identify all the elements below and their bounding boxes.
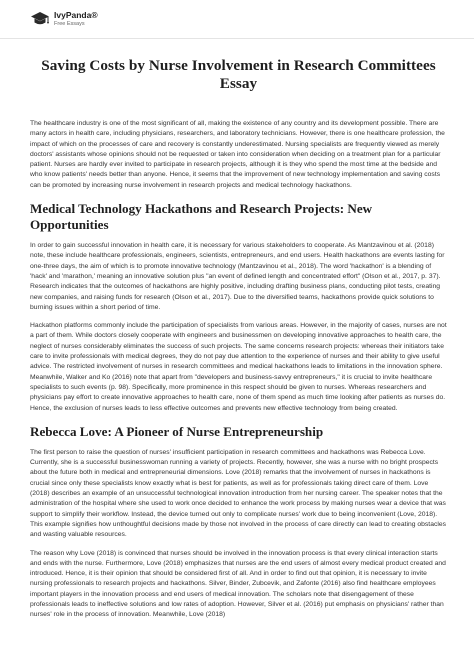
brand-tagline: Free Essays: [54, 20, 85, 27]
essay-title: Saving Costs by Nurse Involvement in Research Committees Essay: [41, 57, 436, 92]
essay-body: [0, 57, 474, 621]
brand-text: [54, 11, 98, 27]
section-heading-rebecca-love: Rebecca Love: A Pioneer of Nurse Entrepreneurship: [30, 423, 324, 439]
section-heading-hackathons: Medical Technology Hackathons and Research Projects: New Opportunities: [30, 201, 373, 233]
section1-paragraph-1: In order to gain successful innovation in health care, it is necessary for various stakeholders to cooperate. As Mantzavinou et al. (2018) note, these include healthcare professionals, engineers, scientists, entrepreneurs, and end users. Health hackathons are events lasting for one-three days, the aim of which is to promote innovative technology (Mantzavinou et al., 2018). The word 'hackathon' is a blending of 'hack' and 'marathon,' meaning an innovative solution plus "an event of defined length and concentrated effort" (Olson et al., 2017, p. 37). Research indicates that the outcomes of hackathons are highly positive, including drafting business plans, conducting pilot tests, creating new companies, and raising funds for research (Olson et al., 2017). Due to the diversified teams, hackathons provide quick solutions to burning issues within a short period of time.: [30, 242, 445, 311]
section2-paragraph-2: The reason why Love (2018) is convinced that nurses should be involved in the innovation process is that every clinical interaction starts and ends with the nurse. Furthermore, Love (2018) emphasizes that nurses are the end users of almost every medical product created and introduced. Hence, it is their opinion that should be considered first of all. And in order to find out that opinion, it is necessary to invite nursing professionals to research projects and hackathons. Silver, Binder, Zubcevik, and Zafonte (2016) also find healthcare employees important players in the innovation process and end users of medical innovation. The scholars note that disengagement of these professionals leads to ineffective solutions and low rates of adoption. However, Silver et al. (2016) put emphasis on physicians' rather than nurses' role in the process of innovation. Meanwhile, Love (2018): [30, 549, 446, 619]
brand-logo[interactable]: [30, 10, 98, 28]
intro-paragraph: The healthcare industry is one of the most significant of all, making the existence of any country and its development possible. There are many actors in health care, including physicians, researchers, and laboratory technicians. However, there is one healthcare profession, the impact of which on the processes of care and recovery is constantly underestimated. Nursing specialists are frequently viewed as merely doctors' assistants whose opinions should not be requested or taken into consideration when deciding on a treatment plan for a particular patient. Nurses are hardly ever invited to participate in research projects, although it is they who spend the most time at the bedside and who know patients' needs better than anyone. Hence, it seems that the improvement of new technology implementation and saving costs can be promoted by increasing nurse involvement in research projects and medical technology hackathons.: [30, 120, 445, 189]
graduation-cap-icon: [30, 10, 50, 28]
site-header: [0, 0, 474, 39]
section1-paragraph-2: Hackathon platforms commonly include the participation of specialists from various areas. However, in the majority of cases, nurses are not a part of them. While doctors closely cooperate with engineers and businessmen on developing innovative approaches to health care, the neglect of nurses considerably eliminates the success of such projects. The same concerns research projects: whereas their initiators take care to invite professionals with medical degrees, they do not pay due attention to the experience of nurses and their ability to give useful advice. The restricted involvement of nurses in research committees and medical hackathons leads to limitations in the innovation sphere. Meanwhile, Walker and Ko (2016) note that apart from "developers and business-savvy entrepreneurs," it is crucial to invite healthcare specialists to such events (p. 98). Specifically, more prominence in this respect should be given to nurses. Whereas researchers and physicians pay effort to create innovative approaches to health care, none of them spend as much time looking after patients as nurses do. Hence, the exclusion of nurses leads to less effective outcomes and prevents new effective technology from being created.: [30, 322, 447, 412]
brand-name: IvyPanda®: [54, 10, 98, 20]
section2-paragraph-1: The first person to raise the question of nurses' insufficient participation in research committees and hackathons was Rebecca Love. Currently, she is a successful businesswoman running a variety of projects. Recently, however, she was a nurse with no bright prospects about the future both in medical and entrepreneurial dimensions. Love (2018) remarks that the involvement of nurses in hackathons is crucial since only these specialists know exactly what is best for patients, as well as for professionals taking direct care of them. Love (2018) describes an example of an unsuccessful technological innovation introduction from her nursing career. The speaker notes that the administration of the hospital where she used to work once decided to enhance the work process by making nurses wear a device that was support to simplify their workflow. Instead, the device turned out only to complicate nurses' work due to being inconvenient (Love, 2018). This example signifies how unthoughtful decisions made by those not involved in the process of care directly can lead to creating obstacles and wasting valuable resources.: [30, 448, 446, 539]
